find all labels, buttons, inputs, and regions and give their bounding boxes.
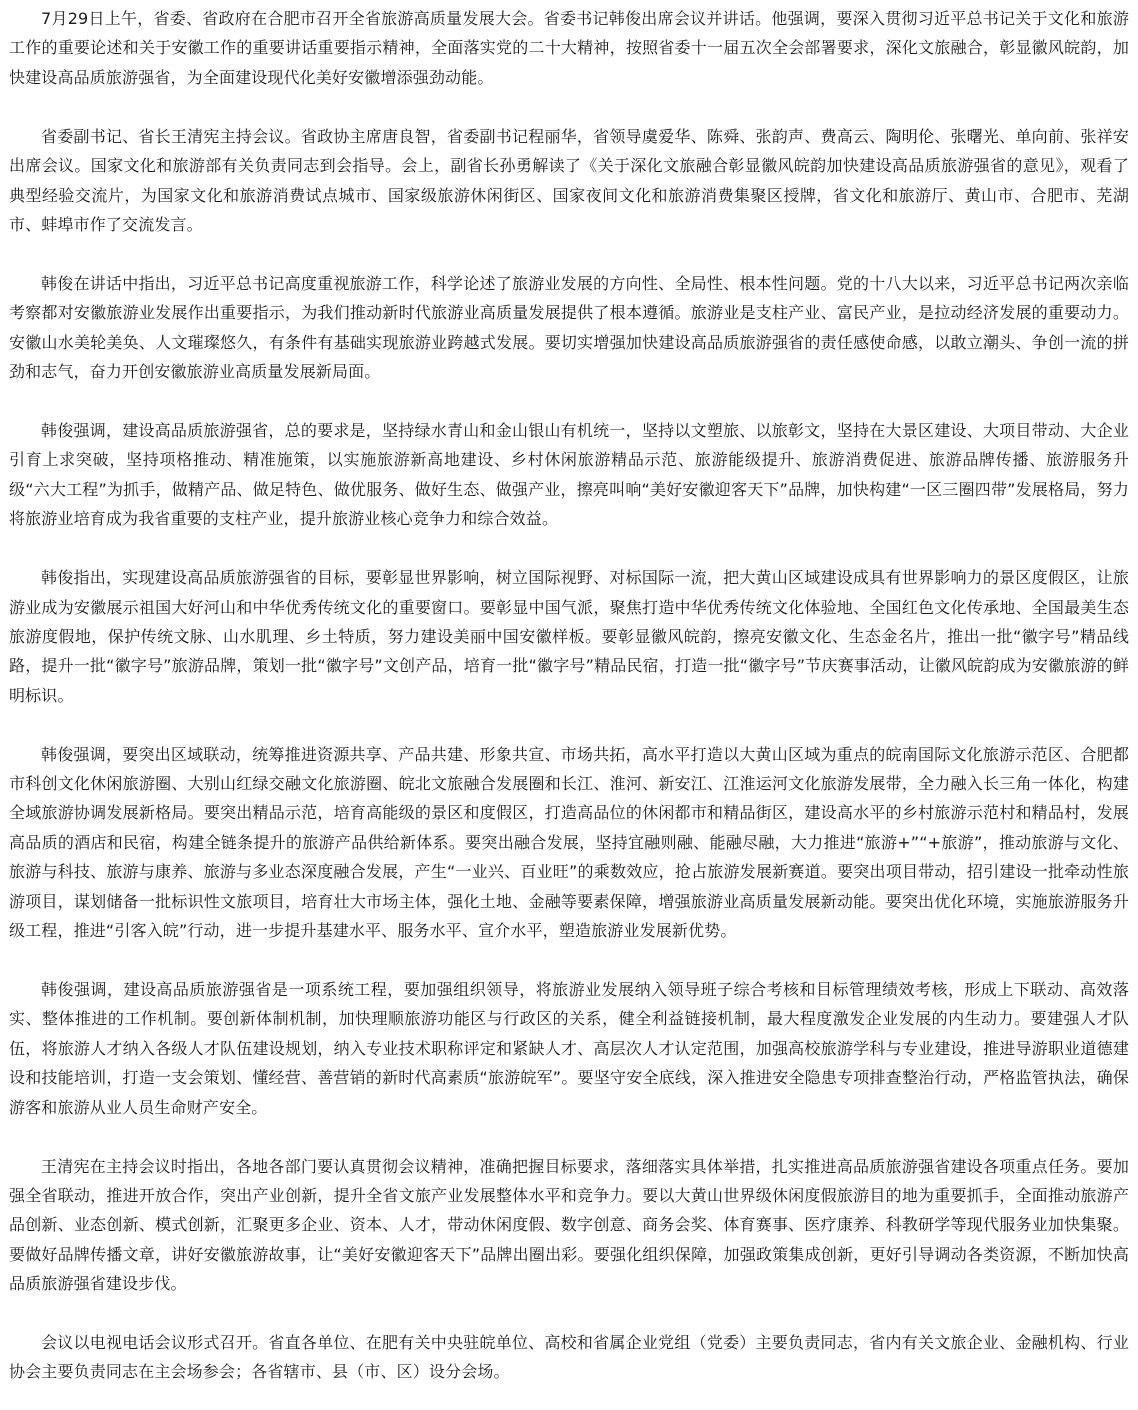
paragraph-8: 王清宪在主持会议时指出，各地各部门要认真贯彻会议精神，准确把握目标要求，落细落实具体举措，扎实推进高品质旅游强省建设各项重点任务。要加强全省联动，推进开放合作，突出产业创新，提升全省文旅产业发展整体水平和竞争力。要以大黄山世界级休闲度假旅游目的地为重要抓手，全面推动旅游产品创新、业态创新、模式创新，汇聚更多企业、资本、人才，带动休闲度假、数字创意、商务会奖、体育赛事、医疗康养、科教研学等现代服务业加快集聚。要做好品牌传播文章，讲好安徽旅游故事，让“美好安徽迎客天下”品牌出圈出彩。要强化组织保障，加强政策集成创新，更好引导调动各类资源，不断加快高品质旅游强省建设步伐。 (9, 1156, 1129, 1294)
paragraph-5: 韩俊指出，实现建设高品质旅游强省的目标，要彰显世界影响，树立国际视野、对标国际一流，把大黄山区域建设成具有世界影响力的景区度假区，让旅游业成为安徽展示祖国大好河山和中华优秀传统文化的重要窗口。要彰显中国气派，聚焦打造中华优秀传统文化体验地、全国红色文化传承地、全国最美生态旅游度假地，保护传统文脉、山水肌理、乡土特质，努力建设美丽中国安徽样板。要彰显徽风皖韵，擦亮安徽文化、生态金名片，推出一批“徽字号”精品线路，提升一批“徽字号”旅游品牌，策划一批“徽字号”文创产品，培育一批“徽字号”精品民宿，打造一批“徽字号”节庆赛事活动，让徽风皖韵成为安徽旅游的鲜明标识。 (9, 568, 1129, 705)
paragraph-1: 7月29日上午，省委、省政府在合肥市召开全省旅游高质量发展大会。省委书记韩俊出席会议并讲话。他强调，要深入贯彻习近平总书记关于文化和旅游工作的重要论述和关于安徽工作的重要讲话重要指示精神，全面落实党的二十大精神，按照省委十一届五次全会部署要求，深化文旅融合，彰显徽风皖韵，加快建设高品质旅游强省，为全面建设现代化美好安徽增添强劲动能。 (9, 9, 1129, 87)
paragraph-3: 韩俊在讲话中指出，习近平总书记高度重视旅游工作，科学论述了旅游业发展的方向性、全局性、根本性问题。党的十八大以来，习近平总书记两次亲临考察都对安徽旅游业发展作出重要指示，为我们推动新时代旅游业高质量发展提供了根本遵循。旅游业是支柱产业、富民产业，是拉动经济发展的重要动力。安徽山水美轮美奂、人文璀璨悠久，有条件有基础实现旅游业跨越式发展。要切实增强加快建设高品质旅游强省的责任感使命感，以敢立潮头、争创一流的拼劲和志气，奋力开创安徽旅游业高质量发展新局面。 (9, 273, 1129, 382)
paragraph-7: 韩俊强调，建设高品质旅游强省是一项系统工程，要加强组织领导，将旅游业发展纳入领导班子综合考核和目标管理绩效考核，形成上下联动、高效落实、整体推进的工作机制。要创新体制机制，加快理顺旅游功能区与行政区的关系，健全利益链接机制，最大程度激发企业发展的内生动力。要建强人才队伍，将旅游人才纳入各级人才队伍建设规划，纳入专业技术职称评定和紧缺人才、高层次人才认定范围，加强高校旅游学科与专业建设，推进导游职业道德建设和技能培训，打造一支会策划、懂经营、善营销的新时代高素质“旅游皖军”。要坚守安全底线，深入推进安全隐患专项排查整治行动，严格监管执法，确保游客和旅游从业人员生命财产安全。 (9, 979, 1129, 1117)
paragraph-6: 韩俊强调，要突出区域联动，统筹推进资源共享、产品共建、形象共宣、市场共拓，高水平打造以大黄山区域为重点的皖南国际文化旅游示范区、合肥都市科创文化休闲旅游圈、大别山红绿交融文化旅游圈、皖北文旅融合发展圈和长江、淮河、新安江、江淮运河文化旅游发展带，全力融入长三角一体化，构建全域旅游协调发展新格局。要突出精品示范，培育高能级的景区和度假区，打造高品位的休闲都市和精品街区，建设高水平的乡村旅游示范村和精品村，发展高品质的酒店和民宿，构建全链条提升的旅游产品供给新体系。要突出融合发展，坚持宜融则融、能融尽融，大力推进“旅游+”“+旅游”，推动旅游与文化、旅游与科技、旅游与康养、旅游与多业态深度融合发展，产生“一业兴、百业旺”的乘数效应，抢占旅游发展新赛道。要突出项目带动，招引建设一批牵动性旅游项目，谋划储备一批标识性文旅项目，培育壮大市场主体，强化土地、金融等要素保障，增强旅游业高质量发展新动能。要突出优化环境，实施旅游服务升级工程，推进“引客入皖”行动，进一步提升基建水平、服务水平、宣介水平，塑造旅游业发展新优势。 (9, 744, 1129, 941)
paragraph-2: 省委副书记、省长王清宪主持会议。省政协主席唐良智，省委副书记程丽华，省领导虞爱华、陈舜、张韵声、费高云、陶明伦、张曙光、单向前、张祥安出席会议。国家文化和旅游部有关负责同志到会指导。会上，副省长孙勇解读了《关于深化文旅融合彰显徽风皖韵加快建设高品质旅游强省的意见》，观看了典型经验交流片，为国家文化和旅游消费试点城市、国家级旅游休闲街区、国家夜间文化和旅游消费集聚区授牌，省文化和旅游厅、黄山市、合肥市、芜湖市、蚌埠市作了交流发言。 (9, 126, 1129, 234)
paragraph-9: 会议以电视电话会议形式召开。省直各单位、在肥有关中央驻皖单位、高校和省属企业党组（党委）主要负责同志，省内有关文旅企业、金融机构、行业协会主要负责同志在主会场参会；各省辖市、县（市、区）设分会场。 (9, 1333, 1129, 1382)
paragraph-4: 韩俊强调，建设高品质旅游强省，总的要求是，坚持绿水青山和金山银山有机统一，坚持以文塑旅、以旅彰文，坚持在大景区建设、大项目带动、大企业引育上求突破，坚持项格推动、精准施策，以实施旅游新高地建设、乡村休闲旅游精品示范、旅游能级提升、旅游消费促进、旅游品牌传播、旅游服务升级“六大工程”为抓手，做精产品、做足特色、做优服务、做好生态、做强产业，擦亮叫响“美好安徽迎客天下”品牌，加快构建“一区三圈四带”发展格局，努力将旅游业培育成为我省重要的支柱产业，提升旅游业核心竞争力和综合效益。 (9, 420, 1129, 529)
